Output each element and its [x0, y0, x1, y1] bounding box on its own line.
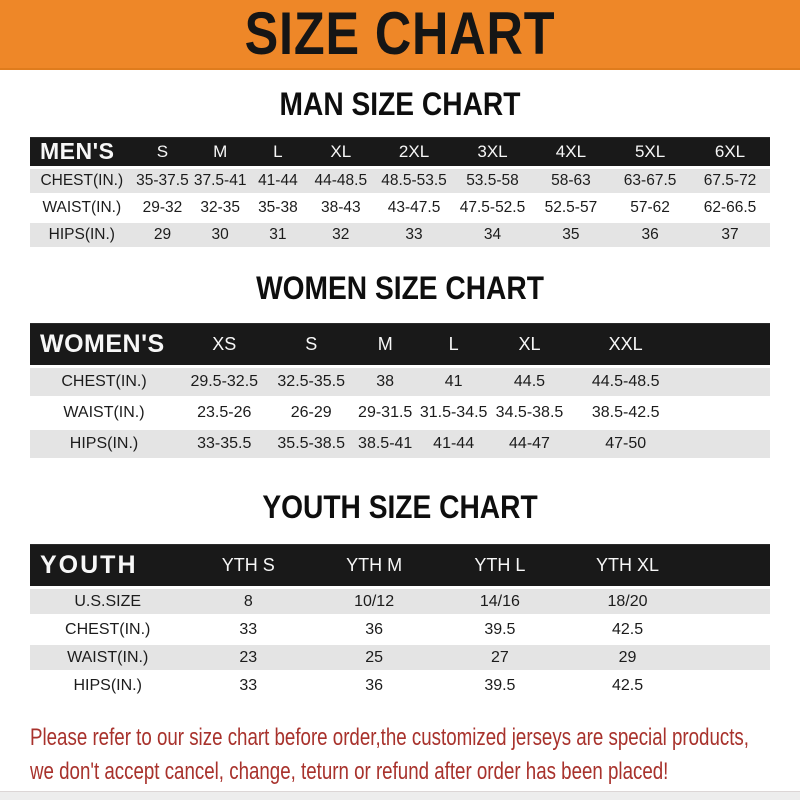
- value-cell: 35.5-38.5: [271, 430, 352, 458]
- value-cell: 41: [418, 368, 488, 396]
- section-men: [0, 86, 800, 250]
- youth-size-chart-title: YOUTH SIZE CHART: [262, 489, 538, 525]
- header-spacer-cell: [681, 323, 770, 365]
- table-row: [30, 223, 770, 247]
- value-cell: 23.5-26: [197, 404, 252, 421]
- value-cell: 53.5-58: [453, 169, 531, 193]
- value-cell: 38: [352, 368, 419, 396]
- value-cell: 30: [191, 223, 249, 247]
- value-cell: 38.5-41: [352, 430, 419, 458]
- men-size-table: [30, 134, 770, 250]
- value-cell: 57-62: [630, 199, 670, 216]
- row-label-cell: HIPS(IN.): [73, 676, 142, 694]
- value-cell: 33: [239, 620, 258, 638]
- value-cell: 47-50: [570, 430, 681, 458]
- value-cell: 41-44: [249, 169, 307, 193]
- value-cell: 23: [185, 645, 311, 670]
- table-row: [30, 399, 770, 427]
- row-label-cell: CHEST(IN.): [65, 620, 151, 638]
- value-cell: 35-38: [258, 199, 298, 216]
- value-cell: 58-63: [532, 169, 610, 193]
- row-label-cell: HIPS(IN.): [30, 430, 178, 458]
- value-cell: 34: [453, 223, 531, 247]
- row-label-cell: U.S.SIZE: [30, 589, 185, 614]
- value-cell: 36: [610, 223, 690, 247]
- disclaimer-line-2: we don't accept cancel, change, teturn or refund after order has been placed!: [30, 758, 669, 785]
- value-cell: 32-35: [200, 199, 240, 216]
- row-label-cell: HIPS(IN.): [30, 223, 134, 247]
- row-label-cell: WAIST(IN.): [63, 404, 145, 421]
- value-cell: 44.5-48.5: [570, 368, 681, 396]
- column-header-cell: M: [191, 137, 249, 166]
- value-cell: 41-44: [418, 430, 488, 458]
- value-cell: 39.5: [484, 620, 516, 638]
- table-row: [30, 617, 770, 642]
- value-cell: 33: [375, 223, 453, 247]
- spacer-cell: [692, 645, 770, 670]
- disclaimer-note: [30, 721, 800, 789]
- value-cell: 37.5-41: [191, 169, 249, 193]
- column-header-cell: XL: [307, 137, 375, 166]
- spacer-cell: [681, 430, 770, 458]
- row-label-cell: CHEST(IN.): [30, 368, 178, 396]
- women-size-table: [30, 320, 770, 461]
- section-youth: [0, 489, 800, 701]
- column-header-cell: L: [249, 137, 307, 166]
- column-header-cell: S: [271, 323, 352, 365]
- table-header-row: [30, 323, 770, 365]
- value-cell: 32: [307, 223, 375, 247]
- column-header-cell: XL: [489, 323, 570, 365]
- value-cell: 63-67.5: [610, 169, 690, 193]
- value-cell: 26-29: [290, 404, 332, 421]
- value-cell: 36: [365, 620, 383, 638]
- column-header-cell: YTH S: [185, 544, 311, 586]
- header-spacer-cell: [692, 544, 770, 586]
- value-cell: 47.5-52.5: [459, 199, 526, 216]
- table-header-row: [30, 137, 770, 166]
- size-chart-banner: [0, 0, 800, 70]
- value-cell: 35-37.5: [134, 169, 192, 193]
- value-cell: 44-48.5: [307, 169, 375, 193]
- spacer-cell: [692, 617, 770, 642]
- man-size-chart-title: MAN SIZE CHART: [279, 86, 521, 122]
- value-cell: 8: [185, 589, 311, 614]
- bottom-edge-strip: [0, 791, 800, 800]
- value-cell: 14/16: [437, 589, 563, 614]
- value-cell: 29.5-32.5: [178, 368, 271, 396]
- row-label-cell: WAIST(IN.): [42, 199, 122, 216]
- column-header-cell: YTH L: [437, 544, 563, 586]
- value-cell: 31: [249, 223, 307, 247]
- spacer-cell: [681, 399, 770, 427]
- row-label-cell: CHEST(IN.): [30, 169, 134, 193]
- value-cell: 29: [563, 645, 693, 670]
- value-cell: 27: [437, 645, 563, 670]
- table-row: [30, 169, 770, 193]
- value-cell: 44-47: [489, 430, 570, 458]
- column-header-cell: L: [418, 323, 488, 365]
- value-cell: 29: [134, 223, 192, 247]
- value-cell: 29-32: [142, 199, 183, 216]
- value-cell: 38-43: [320, 199, 361, 216]
- column-header-cell: XXL: [570, 323, 681, 365]
- table-row: [30, 589, 770, 614]
- women-size-chart-title: WOMEN SIZE CHART: [256, 270, 544, 306]
- spacer-cell: [681, 368, 770, 396]
- column-header-cell: 5XL: [610, 137, 690, 166]
- column-header-cell: M: [352, 323, 419, 365]
- table-row: [30, 368, 770, 396]
- spacer-cell: [692, 589, 770, 614]
- disclaimer-line-1: Please refer to our size chart before order,the customized jerseys are special products,: [30, 724, 750, 751]
- value-cell: 67.5-72: [690, 169, 770, 193]
- value-cell: 43-47.5: [387, 199, 441, 216]
- value-cell: 52.5-57: [544, 199, 598, 216]
- column-header-cell: 4XL: [532, 137, 610, 166]
- value-cell: 25: [311, 645, 437, 670]
- row-label-cell: WAIST(IN.): [30, 645, 185, 670]
- value-cell: 62-66.5: [703, 199, 757, 216]
- column-header-cell: XS: [178, 323, 271, 365]
- value-cell: 44.5: [489, 368, 570, 396]
- value-cell: 35: [532, 223, 610, 247]
- column-header-cell: YTH XL: [563, 544, 693, 586]
- column-header-cell: 2XL: [375, 137, 453, 166]
- value-cell: 38.5-42.5: [591, 404, 660, 421]
- value-cell: 42.5: [611, 676, 644, 694]
- section-women: [0, 270, 800, 461]
- value-cell: 48.5-53.5: [375, 169, 453, 193]
- value-cell: 37: [690, 223, 770, 247]
- table-header-row: [30, 544, 770, 586]
- table-title-cell: YOUTH: [30, 544, 185, 586]
- value-cell: 33-35.5: [178, 430, 271, 458]
- table-row: [30, 645, 770, 670]
- value-cell: 33: [239, 676, 258, 694]
- value-cell: 32.5-35.5: [271, 368, 352, 396]
- value-cell: 29-31.5: [358, 404, 413, 421]
- table-title-cell: MEN'S: [30, 137, 134, 166]
- table-row: [30, 430, 770, 458]
- value-cell: 36: [365, 676, 383, 694]
- table-title-cell: WOMEN'S: [30, 323, 178, 365]
- value-cell: 10/12: [311, 589, 437, 614]
- table-row: [30, 196, 770, 220]
- table-row: [30, 673, 770, 698]
- value-cell: 39.5: [484, 676, 516, 694]
- column-header-cell: YTH M: [311, 544, 437, 586]
- value-cell: 34.5-38.5: [495, 404, 564, 421]
- value-cell: 18/20: [563, 589, 693, 614]
- value-cell: 42.5: [611, 620, 644, 638]
- spacer-cell: [692, 673, 770, 698]
- column-header-cell: 6XL: [690, 137, 770, 166]
- youth-size-table: [30, 541, 770, 701]
- value-cell: 31.5-34.5: [419, 404, 488, 421]
- banner-title: SIZE CHART: [244, 0, 556, 67]
- column-header-cell: S: [134, 137, 192, 166]
- column-header-cell: 3XL: [453, 137, 531, 166]
